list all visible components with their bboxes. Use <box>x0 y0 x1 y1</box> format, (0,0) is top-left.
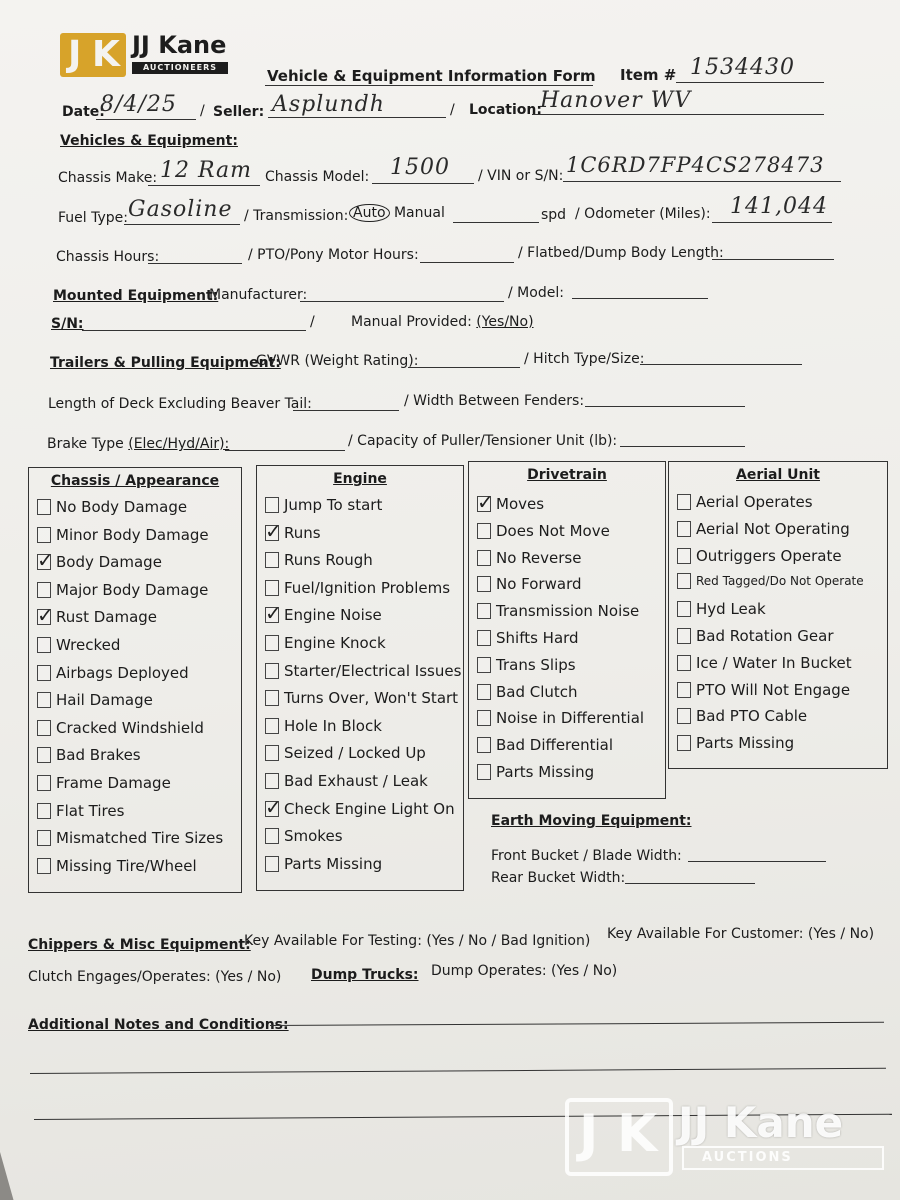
drivetrain-checkbox-row[interactable] <box>477 495 544 513</box>
checkbox-label: Bad PTO Cable <box>696 707 808 726</box>
checkbox-label: Parts Missing <box>496 763 595 781</box>
watermark-logo-icon: J K <box>565 1098 673 1176</box>
jjk-logo-icon: J K <box>60 33 126 77</box>
checkbox-label: Engine Knock <box>284 634 386 652</box>
checkbox-icon[interactable] <box>37 803 51 819</box>
aerial-unit-box <box>668 461 888 769</box>
vin-label: VIN or S/N: <box>487 168 564 184</box>
checkbox-label: Minor Body Damage <box>56 525 209 544</box>
checkbox-label: Turns Over, Won't Start <box>284 689 459 708</box>
checkbox-checked-icon[interactable] <box>37 554 51 570</box>
chassis-make-value[interactable]: 12 Ram <box>160 158 253 183</box>
transmission-auto-option[interactable]: Auto <box>349 204 390 222</box>
checkbox-checked-icon[interactable] <box>265 801 279 817</box>
engine-checkbox-row[interactable] <box>265 744 426 762</box>
chassis-model-value[interactable]: 1500 <box>390 155 450 180</box>
checkbox-icon[interactable] <box>477 657 491 673</box>
odometer-label: Odometer (Miles): <box>584 206 711 222</box>
checkbox-checked-icon[interactable] <box>477 496 491 512</box>
checkbox-icon[interactable] <box>477 523 491 539</box>
chassis-checkbox-row[interactable] <box>37 691 153 709</box>
speed-label: spd <box>541 207 567 223</box>
chassis-checkbox-row[interactable] <box>37 553 162 571</box>
checkbox-icon[interactable] <box>265 663 279 679</box>
drivetrain-checkbox-row[interactable] <box>477 736 613 754</box>
brand-name: JJ Kane <box>132 31 227 59</box>
checkbox-label: Does Not Move <box>496 521 610 540</box>
checkbox-icon[interactable] <box>677 655 691 671</box>
checkbox-icon[interactable] <box>37 582 51 598</box>
engine-checkbox-row[interactable] <box>265 524 321 542</box>
sn-label: S/N: <box>51 316 84 332</box>
date-label: Date: <box>62 104 105 120</box>
checkbox-icon[interactable] <box>477 684 491 700</box>
checkbox-label: Bad Differential <box>496 736 614 755</box>
checkbox-icon[interactable] <box>477 737 491 753</box>
watermark-sub: AUCTIONS <box>682 1146 884 1170</box>
engine-checkbox-row[interactable] <box>265 579 450 597</box>
chassis-appearance-box <box>28 467 242 893</box>
checkbox-label: Red Tagged/Do Not Operate <box>696 574 864 589</box>
vin-value[interactable]: 1C6RD7FP4CS278473 <box>566 153 825 177</box>
checkbox-icon[interactable] <box>37 775 51 791</box>
gvwr-label: GVWR (Weight Rating): <box>256 353 419 369</box>
checkbox-label: Mismatched Tire Sizes <box>56 829 224 848</box>
vehicles-section-label: Vehicles & Equipment: <box>60 133 238 149</box>
checkbox-label: Fuel/Ignition Problems <box>284 578 451 597</box>
dump-trucks-section-label: Dump Trucks: <box>311 967 419 983</box>
manufacturer-label: Manufacturer: <box>209 287 308 303</box>
checkbox-label: Flat Tires <box>56 801 125 820</box>
engine-box-title: Engine <box>333 471 387 487</box>
checkbox-label: Bad Clutch <box>496 682 578 701</box>
checkbox-label: Hail Damage <box>56 691 153 710</box>
chippers-section-label: Chippers & Misc Equipment: <box>28 937 251 953</box>
checkbox-icon[interactable] <box>37 665 51 681</box>
checkbox-label: No Reverse <box>496 548 582 567</box>
seller-value[interactable]: Asplundh <box>272 92 385 117</box>
deck-length-label: Length of Deck Excluding Beaver Tail: <box>48 396 312 412</box>
chassis-hours-label: Chassis Hours: <box>56 249 160 265</box>
checkbox-icon[interactable] <box>37 747 51 763</box>
trailers-section-label: Trailers & Pulling Equipment: <box>50 355 281 371</box>
mounted-section-label: Mounted Equipment: <box>53 288 219 304</box>
checkbox-label: No Body Damage <box>56 498 188 516</box>
brand-sub: AUCTIONEERS <box>132 62 228 74</box>
chassis-checkbox-row[interactable] <box>37 498 187 516</box>
checkbox-label: Outriggers Operate <box>696 546 842 565</box>
checkbox-label: Ice / Water In Bucket <box>696 653 852 672</box>
chassis-checkbox-row[interactable] <box>37 829 223 847</box>
aerial-checkbox-row[interactable] <box>677 681 850 699</box>
checkbox-icon[interactable] <box>477 603 491 619</box>
drivetrain-checkbox-row[interactable] <box>477 709 644 727</box>
transmission-label: Transmission: <box>253 208 349 224</box>
aerial-checkbox-row[interactable] <box>677 600 766 618</box>
engine-checkbox-row[interactable] <box>265 717 382 735</box>
checkbox-label: Engine Noise <box>284 606 382 625</box>
checkbox-icon[interactable] <box>37 830 51 846</box>
checkbox-icon[interactable] <box>265 773 279 789</box>
aerial-box-title: Aerial Unit <box>736 467 820 483</box>
engine-checkbox-row[interactable] <box>265 551 373 569</box>
chassis-checkbox-row[interactable] <box>37 636 120 654</box>
checkbox-label: Bad Rotation Gear <box>696 627 834 645</box>
checkbox-label: Transmission Noise <box>496 602 640 621</box>
checkbox-label: Check Engine Light On <box>284 799 455 818</box>
checkbox-checked-icon[interactable] <box>37 609 51 625</box>
drivetrain-checkbox-row[interactable] <box>477 683 578 701</box>
chassis-checkbox-row[interactable] <box>37 774 171 792</box>
checkbox-icon[interactable] <box>677 494 691 510</box>
engine-checkbox-row[interactable] <box>265 689 458 707</box>
model-label: Model: <box>517 285 564 301</box>
form-title: Vehicle & Equipment Information Form <box>267 67 596 85</box>
chassis-checkbox-row[interactable] <box>37 608 157 626</box>
checkbox-icon[interactable] <box>265 690 279 706</box>
checkbox-label: Bad Brakes <box>56 746 141 765</box>
capacity-label: Capacity of Puller/Tensioner Unit (lb): <box>357 433 618 449</box>
checkbox-label: Moves <box>496 495 545 513</box>
drivetrain-checkbox-row[interactable] <box>477 602 639 620</box>
checkbox-label: Runs <box>284 523 321 542</box>
drivetrain-checkbox-row[interactable] <box>477 522 610 540</box>
checkbox-icon[interactable] <box>477 630 491 646</box>
checkbox-icon[interactable] <box>677 573 691 589</box>
clutch-question[interactable]: Clutch Engages/Operates: (Yes / No) <box>28 969 282 985</box>
aerial-checkbox-row[interactable] <box>677 493 813 511</box>
aerial-checkbox-row[interactable] <box>677 707 807 725</box>
checkbox-label: Wrecked <box>56 636 121 654</box>
drivetrain-checkbox-row[interactable] <box>477 763 594 781</box>
checkbox-icon[interactable] <box>265 718 279 734</box>
odometer-value[interactable]: 141,044 <box>730 194 828 219</box>
fuel-type-value[interactable]: Gasoline <box>128 197 233 222</box>
aerial-checkbox-row[interactable] <box>677 573 864 589</box>
fender-width-label: Width Between Fenders: <box>413 393 585 409</box>
checkbox-label: Bad Exhaust / Leak <box>284 772 428 790</box>
pto-hours-label: PTO/Pony Motor Hours: <box>257 247 419 263</box>
checkbox-label: No Forward <box>496 575 582 594</box>
checkbox-icon[interactable] <box>265 856 279 872</box>
item-number-value[interactable]: 1534430 <box>690 55 795 80</box>
checkbox-icon[interactable] <box>37 692 51 708</box>
checkbox-label: Shifts Hard <box>496 629 579 647</box>
checkbox-icon[interactable] <box>677 628 691 644</box>
rear-bucket-label: Rear Bucket Width: <box>491 870 626 886</box>
chassis-box-title: Chassis / Appearance <box>50 473 220 489</box>
aerial-checkbox-row[interactable] <box>677 654 852 672</box>
additional-notes-label: Additional Notes and Conditions: <box>28 1017 289 1033</box>
aerial-checkbox-row[interactable] <box>677 520 850 538</box>
checkbox-label: Hyd Leak <box>696 600 766 619</box>
checkbox-label: Seized / Locked Up <box>284 744 426 763</box>
checkbox-icon[interactable] <box>37 637 51 653</box>
chassis-checkbox-row[interactable] <box>37 664 189 682</box>
front-bucket-label: Front Bucket / Blade Width: <box>491 848 682 864</box>
engine-checkbox-row[interactable] <box>265 496 382 514</box>
key-testing-question[interactable]: Key Available For Testing: (Yes / No / Bad Ignition) <box>244 933 591 949</box>
checkbox-icon[interactable] <box>265 580 279 596</box>
checkbox-icon[interactable] <box>677 708 691 724</box>
checkbox-label: Frame Damage <box>56 774 171 792</box>
key-customer-question[interactable]: Key Available For Customer: (Yes / No) <box>607 926 875 942</box>
chassis-model-label: Chassis Model: <box>265 169 370 185</box>
checkbox-icon[interactable] <box>37 720 51 736</box>
checkbox-icon[interactable] <box>265 828 279 844</box>
checkbox-label: Cracked Windshield <box>56 718 204 737</box>
hitch-type-label: Hitch Type/Size: <box>533 351 645 367</box>
checkbox-checked-icon[interactable] <box>265 607 279 623</box>
aerial-checkbox-row[interactable] <box>677 547 842 565</box>
aerial-checkbox-row[interactable] <box>677 734 794 752</box>
fuel-type-label: Fuel Type: <box>58 210 128 226</box>
checkbox-label: Missing Tire/Wheel <box>56 856 197 875</box>
seller-label: Seller: <box>213 104 265 120</box>
checkbox-label: Noise in Differential <box>496 709 645 728</box>
checkbox-label: Major Body Damage <box>56 580 209 599</box>
chassis-checkbox-row[interactable] <box>37 746 141 764</box>
engine-checkbox-row[interactable] <box>265 827 343 845</box>
checkbox-label: Starter/Electrical Issues <box>284 661 462 680</box>
checkbox-label: Hole In Block <box>284 716 382 735</box>
item-label: Item # <box>620 66 677 84</box>
checkbox-label: Parts Missing <box>284 854 383 873</box>
drivetrain-checkbox-row[interactable] <box>477 575 582 593</box>
checkbox-icon[interactable] <box>265 635 279 651</box>
checkbox-icon[interactable] <box>677 521 691 537</box>
checkbox-icon[interactable] <box>477 764 491 780</box>
chassis-checkbox-row[interactable] <box>37 581 208 599</box>
checkbox-icon[interactable] <box>677 682 691 698</box>
drivetrain-box-title: Drivetrain <box>527 467 607 483</box>
flatbed-length-label: Flatbed/Dump Body Length: <box>527 245 724 261</box>
engine-box <box>256 465 464 891</box>
checkbox-label: Airbags Deployed <box>56 663 189 682</box>
engine-checkbox-row[interactable] <box>265 634 386 652</box>
engine-checkbox-row[interactable] <box>265 800 455 818</box>
location-value[interactable]: Hanover WV <box>540 88 692 113</box>
transmission-manual-option[interactable]: Manual <box>393 205 445 221</box>
checkbox-icon[interactable] <box>477 550 491 566</box>
checkbox-label: Jump To start <box>284 496 383 514</box>
checkbox-icon[interactable] <box>477 576 491 592</box>
checkbox-icon[interactable] <box>265 497 279 513</box>
engine-checkbox-row[interactable] <box>265 662 461 680</box>
drivetrain-checkbox-row[interactable] <box>477 629 579 647</box>
checkbox-checked-icon[interactable] <box>265 525 279 541</box>
chassis-checkbox-row[interactable] <box>37 802 124 820</box>
checkbox-label: PTO Will Not Engage <box>696 680 851 699</box>
brake-type-label: Brake Type <box>47 436 124 452</box>
watermark-name: JJ Kane <box>678 1098 844 1147</box>
chassis-checkbox-row[interactable] <box>37 526 209 544</box>
checkbox-icon[interactable] <box>37 527 51 543</box>
checkbox-icon[interactable] <box>477 710 491 726</box>
drivetrain-checkbox-row[interactable] <box>477 549 581 567</box>
chassis-checkbox-row[interactable] <box>37 719 204 737</box>
checkbox-label: Runs Rough <box>284 551 373 570</box>
location-label: Location: <box>469 102 542 118</box>
chassis-checkbox-row[interactable] <box>37 857 197 875</box>
checkbox-label: Parts Missing <box>696 734 795 753</box>
engine-checkbox-row[interactable] <box>265 606 382 624</box>
date-value[interactable]: 8/4/25 <box>100 92 177 117</box>
checkbox-icon[interactable] <box>265 745 279 761</box>
checkbox-icon[interactable] <box>37 499 51 515</box>
drivetrain-checkbox-row[interactable] <box>477 656 576 674</box>
checkbox-label: Trans Slips <box>496 655 576 674</box>
checkbox-label: Rust Damage <box>56 608 158 627</box>
checkbox-label: Aerial Not Operating <box>696 519 850 538</box>
manual-provided-label: Manual Provided: <box>351 314 472 330</box>
engine-checkbox-row[interactable] <box>265 772 428 790</box>
aerial-checkbox-row[interactable] <box>677 627 833 645</box>
checkbox-icon[interactable] <box>677 601 691 617</box>
checkbox-icon[interactable] <box>265 552 279 568</box>
checkbox-label: Aerial Operates <box>696 493 813 511</box>
checkbox-label: Smokes <box>284 827 343 846</box>
chassis-make-label: Chassis Make: <box>58 170 158 186</box>
brake-type-options[interactable]: (Elec/Hyd/Air): <box>128 436 230 452</box>
checkbox-icon[interactable] <box>677 548 691 564</box>
checkbox-icon[interactable] <box>677 735 691 751</box>
checkbox-label: Body Damage <box>56 553 162 572</box>
earth-moving-section-label: Earth Moving Equipment: <box>491 813 692 829</box>
checkbox-icon[interactable] <box>37 858 51 874</box>
manual-provided-options[interactable]: (Yes/No) <box>476 314 534 330</box>
drivetrain-box <box>468 461 666 799</box>
dump-operates-question[interactable]: Dump Operates: (Yes / No) <box>431 963 618 979</box>
engine-checkbox-row[interactable] <box>265 855 382 873</box>
